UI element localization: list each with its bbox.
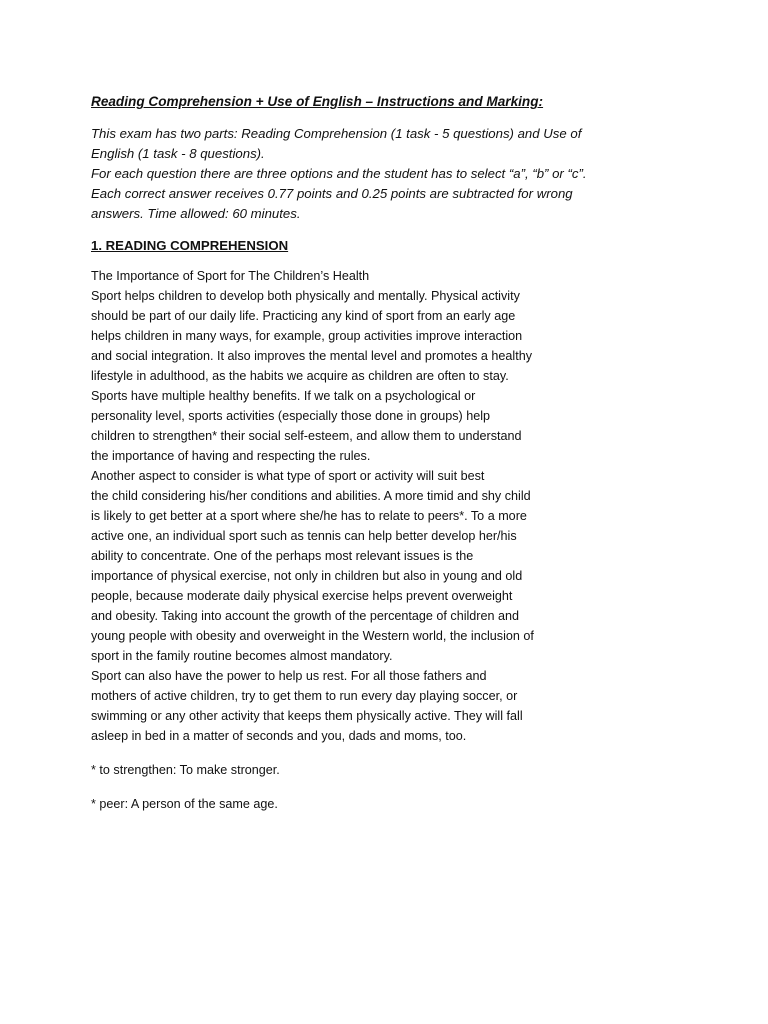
instructions-line: For each question there are three options and the student has to select “a”, “b” or “c”.	[91, 166, 587, 181]
reading-text-line: Another aspect to consider is what type of sport or activity will suit best	[91, 469, 485, 483]
reading-text-line: should be part of our daily life. Practicing any kind of sport from an early age	[91, 309, 516, 323]
reading-text-line: is likely to get better at a sport where she/he has to relate to peers*. To a more	[91, 509, 527, 523]
instructions-line: This exam has two parts: Reading Comprehension (1 task - 5 questions) and Use of	[91, 126, 582, 141]
instructions-line: English (1 task - 8 questions).	[91, 146, 265, 161]
reading-text-line: lifestyle in adulthood, as the habits we acquire as children are often to stay.	[91, 369, 509, 383]
reading-text-line: the child considering his/her conditions and abilities. A more timid and shy child	[91, 489, 531, 503]
section-title: 1. READING COMPREHENSION	[91, 238, 289, 253]
reading-text-line: people, because moderate daily physical exercise helps prevent overweight	[91, 589, 513, 603]
instructions-line: answers. Time allowed: 60 minutes.	[91, 206, 301, 221]
reading-text-line: and obesity. Taking into account the growth of the percentage of children and	[91, 609, 520, 623]
reading-text-line: swimming or any other activity that keeps them physically active. They will fall	[91, 709, 523, 723]
reading-text-line: importance of physical exercise, not only in children but also in young and old	[91, 569, 523, 583]
reading-text-line: young people with obesity and overweight in the Western world, the inclusion of	[91, 629, 534, 643]
reading-text-line: Sports have multiple healthy benefits. If we talk on a psychological or	[91, 389, 476, 403]
reading-text-line: sport in the family routine becomes almost mandatory.	[91, 649, 393, 663]
reading-text-line: asleep in bed in a matter of seconds and you, dads and moms, too.	[91, 729, 467, 743]
footnote-strengthen: * to strengthen: To make stronger.	[91, 763, 280, 777]
reading-text-line: active one, an individual sport such as tennis can help better develop her/his	[91, 529, 517, 543]
reading-text-title: The Importance of Sport for The Children’s Health	[91, 269, 370, 283]
reading-text-line: helps children in many ways, for example, group activities improve interaction	[91, 329, 523, 343]
document-page	[91, 92, 691, 814]
reading-text-line: Sport can also have the power to help us rest. For all those fathers and	[91, 669, 487, 683]
reading-text-line: Sport helps children to develop both physically and mentally. Physical activity	[91, 289, 520, 303]
document-heading: Reading Comprehension + Use of English – Instructions and Marking:	[91, 94, 544, 109]
instructions-line: Each correct answer receives 0.77 points and 0.25 points are subtracted for wrong	[91, 186, 573, 201]
reading-text-line: ability to concentrate. One of the perhaps most relevant issues is the	[91, 549, 474, 563]
footnote-peer: * peer: A person of the same age.	[91, 797, 278, 811]
reading-text-line: the importance of having and respecting the rules.	[91, 449, 371, 463]
reading-text-line: children to strengthen* their social self-esteem, and allow them to understand	[91, 429, 522, 443]
instructions-paragraph	[91, 124, 691, 224]
reading-text	[91, 266, 691, 746]
reading-text-line: mothers of active children, try to get them to run every day playing soccer, or	[91, 689, 518, 703]
reading-text-line: and social integration. It also improves the mental level and promotes a healthy	[91, 349, 533, 363]
reading-text-line: personality level, sports activities (especially those done in groups) help	[91, 409, 491, 423]
